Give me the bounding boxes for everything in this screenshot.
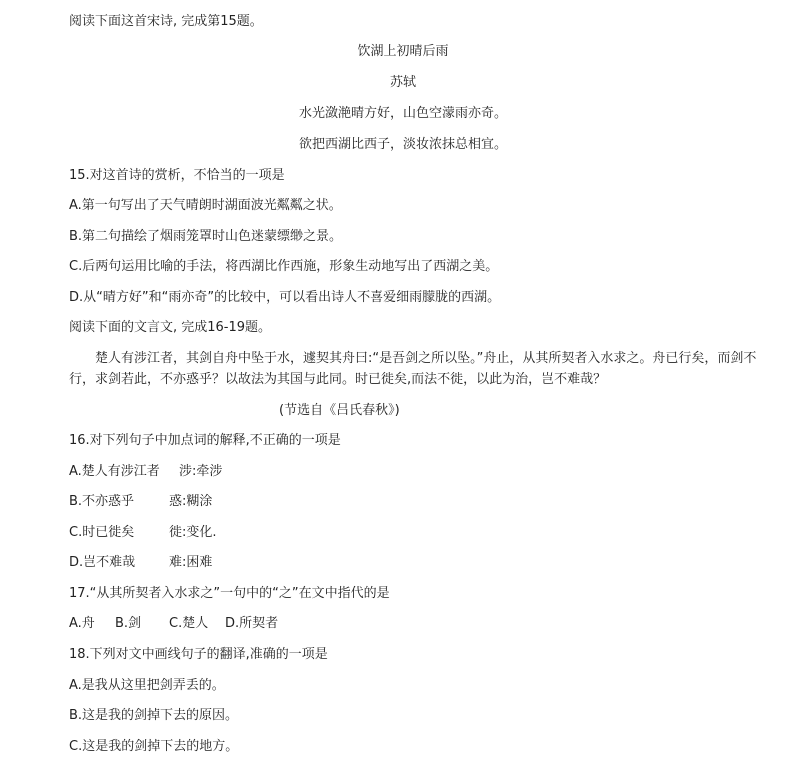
poem-title: 饮湖上初晴后雨 [357,44,449,59]
q16-option-c [69,525,217,541]
q16-option-label: C.时已徙矣 [69,525,135,540]
poem-line-2: 欲把西湖比西子，淡妆浓抹总相宜。 [298,137,507,152]
poem-author: 苏轼 [389,75,416,90]
q16-option-a [69,464,222,480]
q16-option-gloss: 涉:牵涉 [179,464,223,479]
poem-line-1: 水光潋滟晴方好，山色空濛雨亦奇。 [298,106,507,121]
q16-option-label: A.楚人有涉江者 [69,464,160,479]
q17-option-a: A.舟 [69,616,95,631]
q16-option-gloss: 难:困难 [169,555,213,570]
q15-option-d: D.从“晴方好”和“雨亦奇”的比较中，可以看出诗人不喜爱细雨朦胧的西湖。 [69,290,501,305]
q17-stem: 17.“从其所契者入水求之”一句中的“之”在文中指代的是 [69,586,390,601]
passage-line-2: 行，求剑若此，不亦惑乎？以故法为其国与此同。时已徙矣,而法不徙，以此为治，岂不难哉？ [69,372,607,387]
q15-stem: 15.对这首诗的赏析，不恰当的一项是 [69,168,285,183]
passage-source: (节选自《吕氏春秋》) [279,403,400,418]
q15-option-a: A.第一句写出了天气晴朗时湖面波光粼粼之状。 [69,198,342,213]
q17-option-b: B.剑 [115,616,142,631]
poem-intro: 阅读下面这首宋诗, 完成第15题。 [69,14,263,29]
q16-option-label: D.岂不难哉 [69,555,136,570]
q16-option-gloss: 惑:糊涂 [169,494,213,509]
q16-option-label: B.不亦惑乎 [69,494,135,509]
passage-line-1: 楚人有涉江者，其剑自舟中坠于水，遽契其舟曰:“是吾剑之所以坠。”舟止，从其所契者入水求之。舟已行矣，而剑不 [95,351,757,366]
q16-option-gloss: 徙:变化. [169,525,217,540]
q15-option-c: C.后两句运用比喻的手法，将西湖比作西施，形象生动地写出了西湖之美。 [69,259,499,274]
q16-stem: 16.对下列句子中加点词的解释,不正确的一项是 [69,433,341,448]
q17-options [69,616,278,632]
q17-option-c: C.楚人 [169,616,209,631]
prose-intro: 阅读下面的文言文, 完成16-19题。 [69,320,272,335]
q15-option-b: B.第二句描绘了烟雨笼罩时山色迷蒙缥缈之景。 [69,229,343,244]
q18-option-c: C.这是我的剑掉下去的地方。 [69,739,239,754]
q16-option-b [69,494,212,510]
q18-option-b: B.这是我的剑掉下去的原因。 [69,708,239,723]
q16-option-d [69,555,212,571]
q18-stem: 18.下列对文中画线句子的翻译,准确的一项是 [69,647,328,662]
q17-option-d: D.所契者 [225,616,279,631]
q18-option-a: A.是我从这里把剑弄丢的。 [69,678,225,693]
